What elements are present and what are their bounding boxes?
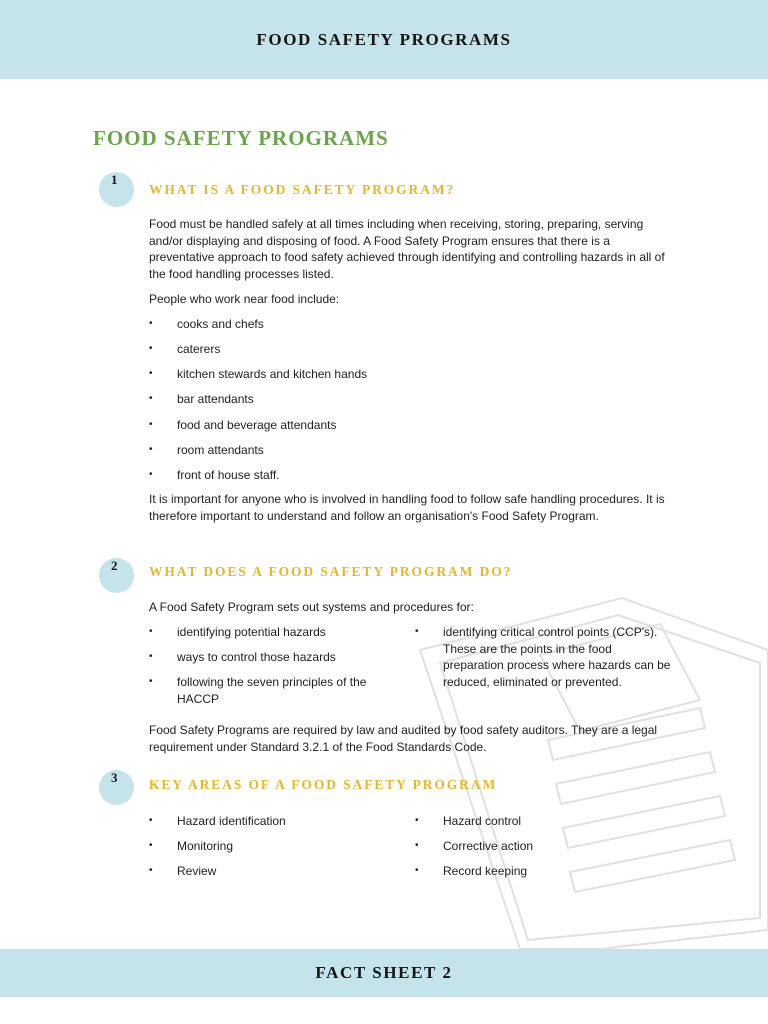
section-number: 1 xyxy=(111,172,118,187)
section-number: 2 xyxy=(111,558,118,573)
section-intro: Food must be handled safely at all times including when receiving, storing, preparing, serving and/or displaying and disposing of food. A Food Safety Program ensures that there is a preventative approach to food safety achieved through identifying and controlling hazards in all of the food handling processes listed. xyxy=(149,217,665,282)
footer-label: FACT SHEET 2 xyxy=(315,963,453,982)
section-heading: WHAT DOES A FOOD SAFETY PROGRAM DO? xyxy=(149,564,513,579)
section-outro: It is important for anyone who is involved in handling food to follow safe handling procedures. It is therefore important to understand and follow an organisation's Food Safety Program. xyxy=(149,492,665,523)
bullet-icon: • xyxy=(149,865,153,876)
bullet-icon: • xyxy=(415,815,419,826)
header-title: FOOD SAFETY PROGRAMS xyxy=(256,29,512,49)
bullet-icon: • xyxy=(149,419,153,430)
bullet-icon: • xyxy=(149,368,153,379)
bullet-icon: • xyxy=(149,676,153,687)
section-number-badge xyxy=(99,172,134,207)
section-heading: KEY AREAS OF A FOOD SAFETY PROGRAM xyxy=(149,777,498,792)
section-intro: A Food Safety Program sets out systems and procedures for: xyxy=(149,600,474,614)
page-title: FOOD SAFETY PROGRAMS xyxy=(93,126,389,150)
bullet-icon: • xyxy=(149,840,153,851)
bullet-icon: • xyxy=(415,626,419,637)
bullet-icon: • xyxy=(149,318,153,329)
bullet-icon: • xyxy=(415,840,419,851)
section-outro: Food Safety Programs are required by law and audited by food safety auditors. They are a legal requirement under Standard 3.2.1 of the Food Standards Code. xyxy=(149,723,658,754)
section-list-intro: People who work near food include: xyxy=(149,292,340,306)
bullet-icon: • xyxy=(149,651,153,662)
bullet-icon: • xyxy=(149,393,153,404)
bullet-icon: • xyxy=(149,444,153,455)
footer-band xyxy=(0,949,768,997)
bullet-icon: • xyxy=(149,343,153,354)
bullet-icon: • xyxy=(149,815,153,826)
section-number-badge xyxy=(99,558,134,593)
bullet-icon: • xyxy=(415,865,419,876)
bullet-icon: • xyxy=(149,469,153,480)
bullet-icon: • xyxy=(149,626,153,637)
section-number-badge xyxy=(99,770,134,805)
section-number: 3 xyxy=(111,770,118,785)
header-band xyxy=(0,0,768,79)
section-heading: WHAT IS A FOOD SAFETY PROGRAM? xyxy=(149,182,456,197)
